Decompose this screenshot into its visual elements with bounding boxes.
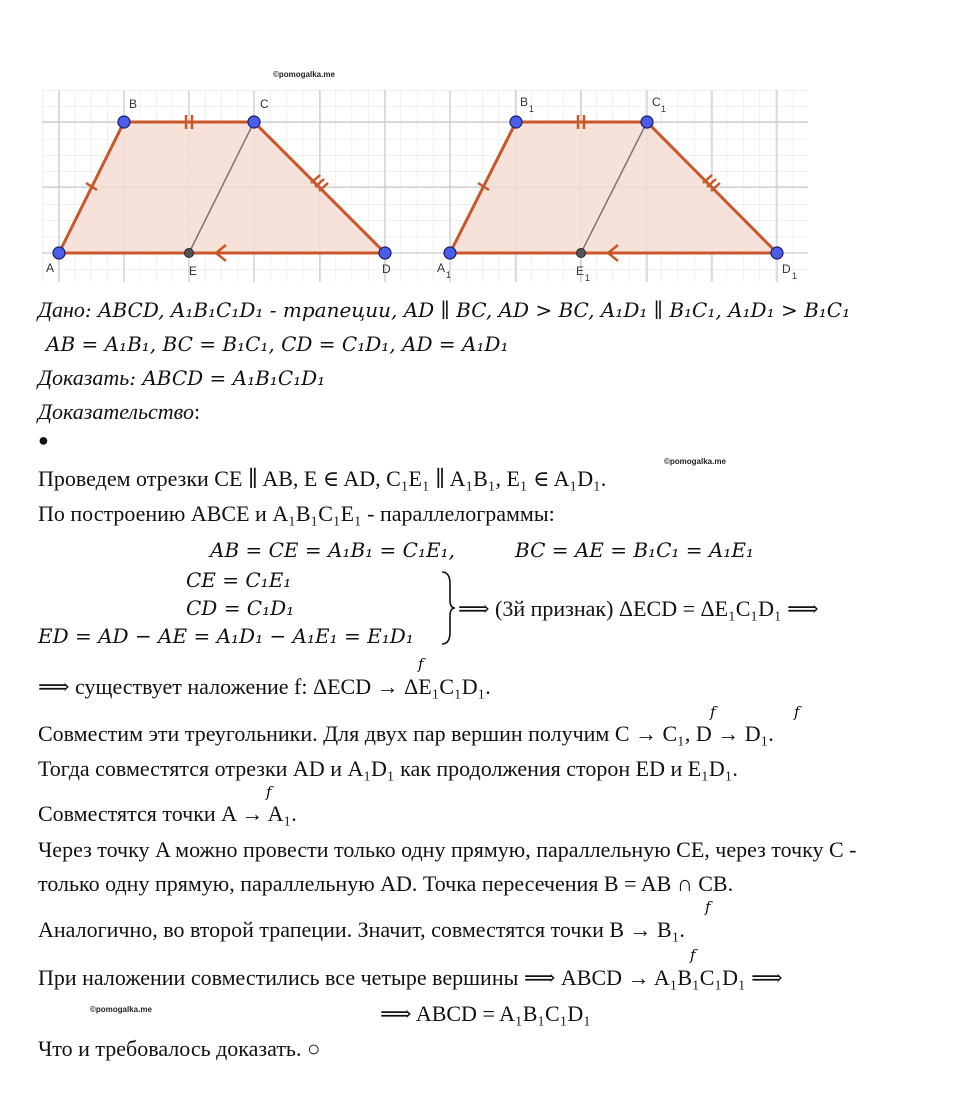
proof-line-12: При наложении совместились все четыре вершины ⟹ ABCD → A₁B₁C₁D₁ ⟹ [38,965,783,990]
proof-line-5: ⟹ существует наложение f: ΔECD → ΔE₁C₁D₁. [38,674,491,699]
f-label: f [266,783,272,801]
prove-line [38,364,325,392]
proof-line-1: Проведем отрезки CE ∥ AB, E ∈ AD, C₁E₁ ∥ A₁B₁, E₁ ∈ A₁D₁. [38,466,607,491]
system-brace [440,570,456,646]
watermark: ©pomogalka.me [90,1005,152,1014]
f-label: f [690,946,696,964]
svg-text:D: D [382,262,391,276]
bullet: ● [38,430,49,450]
svg-text:E: E [189,264,198,278]
proof-line-10: только одну прямую, параллельную AD. Точка пересечения B = AB ∩ CB. [38,871,734,896]
svg-text:1: 1 [529,104,535,114]
proof-line-2: По построению ABCE и A₁B₁C₁E₁ - параллелограммы: [38,501,555,526]
f-label: f [418,655,424,673]
system-line-3: ED = AD − AE = A₁D₁ − A₁E₁ = E₁D₁ [38,624,414,648]
given-label: Дано [38,297,85,322]
svg-text:1: 1 [792,271,798,281]
prove-label: Доказать [38,365,130,390]
svg-text:1: 1 [661,104,667,114]
svg-text:1: 1 [446,270,452,280]
svg-text:B: B [520,95,529,109]
proof-line-6: Совместим эти треугольники. Для двух пар вершин получим C → C₁, D → D₁. [38,721,774,746]
f-label: f [794,703,800,721]
given-text: : ABCD, A₁B₁C₁D₁ - трапеции, AD ∥ BC, AD > BC, A₁D₁ ∥ B₁C₁, A₁D₁ > B₁C₁ [84,298,851,322]
svg-text:E: E [576,264,585,278]
svg-text:B: B [129,97,138,111]
proof-colon: : [193,399,201,424]
svg-text:D: D [782,262,791,276]
proof-label: Доказательство [38,399,194,424]
proof-line-3a: AB = CE = A₁B₁ = C₁E₁, [210,538,455,562]
system-line-2: CD = C₁D₁ [186,596,295,620]
prove-text: : ABCD = A₁B₁C₁D₁ [129,366,326,390]
proof-line-3b: BC = AE = B₁C₁ = A₁E₁ [515,538,754,562]
svg-text:A: A [437,261,446,275]
proof-line-7: Тогда совместятся отрезки AD и A₁D₁ как продолжения сторон ED и E₁D₁. [38,756,738,781]
system-line-1: CE = C₁E₁ [186,568,292,592]
proof-line-9: Через точку A можно провести только одну прямую, параллельную CE, через точку C - [38,837,857,862]
svg-text:C: C [652,95,661,109]
given-line-2: AB = A₁B₁, BC = B₁C₁, CD = C₁D₁, AD = A₁D₁ [46,332,509,356]
proof-line-13: ⟹ ABCD = A₁B₁C₁D₁ [380,1001,591,1026]
watermark: ©pomogalka.me [664,457,726,466]
proof-heading [38,398,200,426]
svg-text:C: C [260,97,269,111]
watermark: ©pomogalka.me [273,70,335,79]
system-result: ⟹ (3й признак) ΔECD = ΔE₁C₁D₁ ⟹ [458,596,819,621]
proof-line-8: Совместятся точки A → A₁. [38,801,297,826]
trapezoids-figure [0,0,960,290]
svg-text:1: 1 [585,273,591,283]
given-line-1 [38,296,850,324]
f-label: f [705,898,711,916]
svg-text:A: A [46,261,55,275]
proof-conclusion: Что и требовалось доказать. ○ [38,1036,321,1061]
f-label: f [710,703,716,721]
proof-line-11: Аналогично, во второй трапеции. Значит, совместятся точки B → B₁. [38,917,685,942]
